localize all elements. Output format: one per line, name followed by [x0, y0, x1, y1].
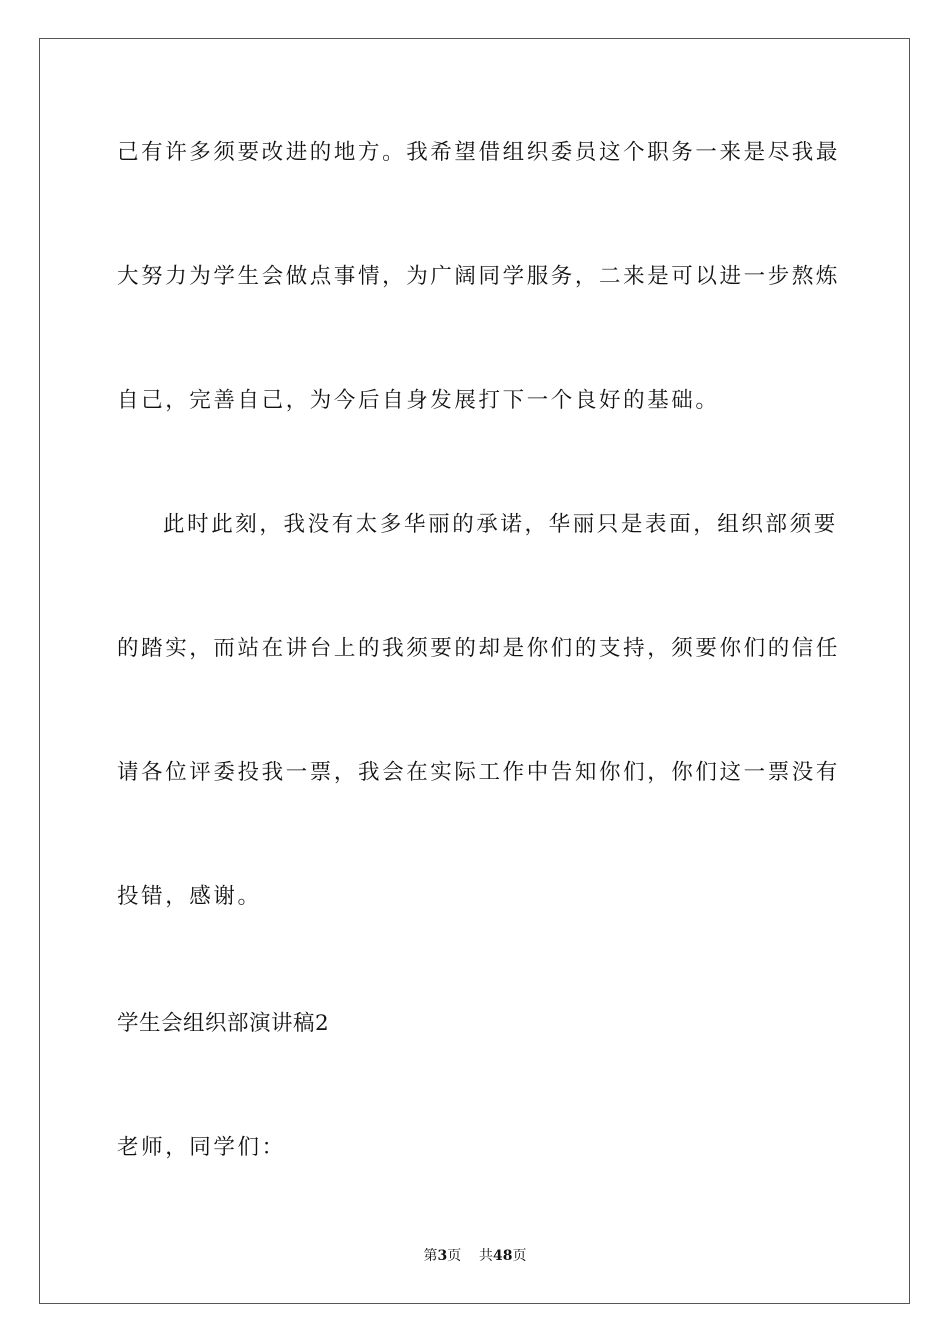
paragraph-line-1: 己有许多须要改进的地方。我希望借组织委员这个职务一来是尽我最: [117, 140, 841, 165]
paragraph-line-5: 的踏实，而站在讲台上的我须要的却是你们的支持，须要你们的信任: [117, 636, 841, 661]
paragraph-line-7: 投错，感谢。: [117, 884, 262, 909]
footer-page-prefix: 第: [423, 1248, 438, 1264]
paragraph-line-4: 此时此刻，我没有太多华丽的承诺，华丽只是表面，组织部须要: [163, 512, 838, 537]
section-title: 学生会组织部演讲稿2: [117, 1011, 330, 1036]
footer-total-suffix: 页: [512, 1248, 527, 1264]
page-border: [39, 38, 910, 1304]
paragraph-line-2: 大努力为学生会做点事情，为广阔同学服务，二来是可以进一步熬炼: [117, 264, 841, 289]
paragraph-line-3: 自己，完善自己，为今后自身发展打下一个良好的基础。: [117, 388, 720, 413]
page-footer: [0, 1247, 950, 1265]
footer-total-pages: 48: [493, 1248, 513, 1264]
footer-page-suffix: 页: [447, 1248, 462, 1264]
greeting: 老师，同学们：: [117, 1135, 286, 1160]
footer-page-number: 3: [437, 1248, 448, 1264]
footer-total-prefix: 共: [479, 1248, 494, 1264]
paragraph-line-6: 请各位评委投我一票，我会在实际工作中告知你们，你们这一票没有: [117, 760, 841, 785]
